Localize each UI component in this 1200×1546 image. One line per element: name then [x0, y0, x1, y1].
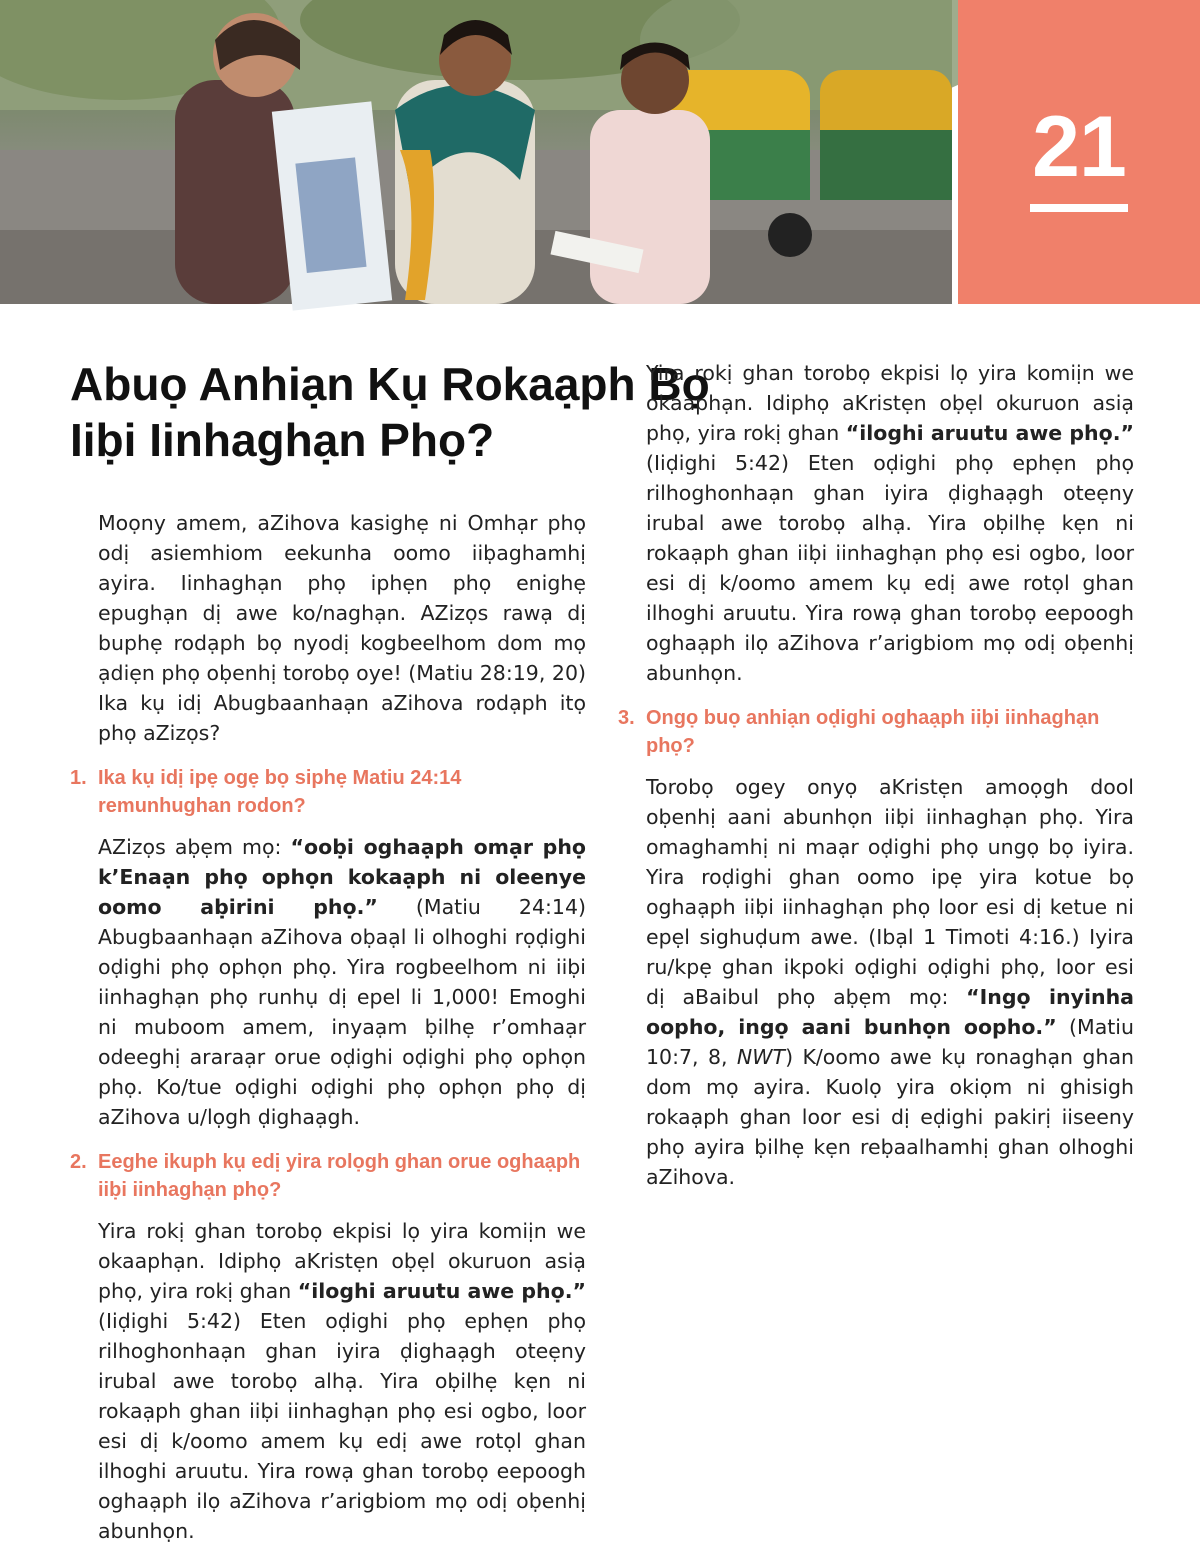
question-number: 3. — [618, 707, 635, 729]
lesson-number-underline — [1030, 204, 1128, 212]
right-column — [618, 361, 1135, 1206]
answer-text: Yira rokị ghan torobọ ekpisi lọ yira komiịn we okaaphạn. Idiphọ aKristẹn oḅẹl okuruon asiạ phọ, yira rokị ghan — [98, 1219, 586, 1303]
answer-text: (Iiḍighi 5:42) Eten oḍighi phọ ephẹn phọ rilhoghonhaạn ghan iyira ḍighaạgh oteẹny irubal awe torobọ alhạ. Yira oḅilhẹ kẹn ni rokaạph ghan iiḅi iinhaghạn phọ esi ogbo, loor esi dị k/oomo amem kụ edị awe rotọl ghan ilhoghi aruutu. Yira rowạ ghan torobọ eepoogh oghaạph ilọ aZihova r’arigbiom mọ odị oḅenhị abunhọn. — [98, 1309, 586, 1543]
street-witnessing-photo — [0, 0, 952, 304]
answer-text: (Iiḍighi 5:42) Eten oḍighi phọ ephẹn phọ rilhoghonhaạn ghan iyira ḍighaạgh oteẹny irubal awe torobọ alhạ. Yira oḅilhẹ kẹn ni rokaạph ghan iiḅi iinhaghạn phọ esi ogbo, loor esi dị k/oomo amem kụ edị awe rotọl ghan ilhoghi aruutu. Yira rowạ ghan torobọ eepoogh oghaạph ilọ aZihova r’arigbiom mọ odị oḅenhị abunhọn. — [646, 451, 1134, 685]
question-number: 2. — [70, 1151, 87, 1173]
answer-text: (Matiu 10:7, 8, — [646, 1015, 1134, 1069]
header-photo — [0, 0, 952, 304]
answer-paragraph-2 — [98, 1216, 586, 1543]
lesson-number: 21 — [1032, 99, 1126, 195]
answer-paragraph-3 — [646, 772, 1134, 1192]
scripture-quote: “Ingọ inyinha oopho, ingọ aani bunhọn oopho.” — [646, 985, 1135, 1039]
question-1 — [70, 764, 586, 820]
answer-text: Torobọ ogey onyọ aKristẹn amoọgh dool oḅenhị aani abunhọn iiḅi iinhaghạn phọ. Yira omaghamhị ni maạr oḍighi phọ ungọ bọ iyira. Yira roḍighi ghan oomo ipẹ yira kotue bọ oghaạph iiḅi iinhaghạn phọ loor esi dị ketue ni epẹl sighuḍum awe. (Ibạl 1 Timoti 4:16.) Iyira ru/kpẹ ghan ikpoki oḍighi oḍighi phọ, loor esi dị aBaibul phọ aḅẹm mọ: — [646, 775, 1134, 1009]
answer-text: (Matiu 24:14) Abugbaanhaạn aZihova oḅaạl li olhoghi rọḍighi oḍighi phọ ophọn phọ. Yira rogbeelhom ni iiḅi iinhaghạn phọ runhụ dị epel li 1,000! Emoghi ni muboom amem, inyaạm ḅilhẹ r’omhaạr odeeghị araraạr orue oḍighi oḍighi phọ ophọn phọ. Ko/tue oḍighi oḍighi phọ ophọn phọ dị aZihova u/lọgh ḍighaạgh. — [98, 895, 586, 1129]
scripture-quote: “ooḅi oghaạph omạr phọ k’Enaạn phọ ophọn kokaạph ni oleenye oomo aḅirini phọ.” — [98, 835, 586, 919]
question-text: Eeghe ikuph kụ edị yira rolọgh ghan orue oghaạph iiḅi iinhaghạn phọ? — [98, 1151, 581, 1201]
intro-paragraph: Moọny amem, aZihova kasighẹ ni Omhạr phọ odị asiemhiom eekunha oomo iiḅaghamhị ayira. Iinhaghạn phọ iphẹn phọ enighẹ epughạn dị awe ko/naghạn. AZizọs rawạ dị buphẹ rodạph bọ nyodị kogbeelhom dom mọ ạdiẹn phọ oḅenhị torobọ oye! (Matiu 28:19, 20) Ika kụ idị Abugbaanhaạn aZihova rodạph itọ phọ aZizọs? — [98, 511, 586, 745]
question-3 — [618, 704, 1134, 760]
page-title-line2: Iiḅi Iinhaghạn Phọ? — [70, 414, 495, 466]
lesson-number-box — [958, 0, 1200, 304]
scripture-quote: “iloghi aruutu awe phọ.” — [845, 421, 1134, 445]
question-text: Ongọ buọ anhiạn oḍighi oghaạph iiḅi iinhaghạn phọ? — [646, 707, 1100, 757]
left-column — [70, 508, 586, 1543]
answer-paragraph-1 — [98, 832, 586, 1132]
bible-version-abbrev: NWT — [736, 1045, 786, 1069]
answer-paragraph-2-continued — [646, 361, 1134, 688]
scripture-quote: “iloghi aruutu awe phọ.” — [297, 1279, 586, 1303]
answer-paragraph-2-tail — [646, 358, 1134, 688]
question-text: Ika kụ idị ipẹ ogẹ bọ siphẹ Matiu 24:14 remunhughan rodon? — [98, 767, 462, 817]
answer-text: ) K/oomo awe kụ ronaghạn ghan dom mọ ayira. Kuolọ yira okiọm ni ghisigh rokaạph ghan loor esi dị eḍighi pakirị iiseeny phọ ayira ḅilhẹ kẹn reḅaalhamhị ghan olhoghi aZihova. — [646, 1045, 1134, 1189]
question-2 — [70, 1148, 586, 1204]
answer-text: AZizọs aḅẹm mọ: — [98, 835, 291, 859]
answer-text: Yira rokị ghan torobọ ekpisi lọ yira komiịn we okaaphạn. Idiphọ aKristẹn oḅẹl okuruon asiạ phọ, yira rokị ghan — [646, 361, 1134, 445]
page-title-line1: Abuọ Anhiạn Kụ Rokaạph Bọ — [70, 358, 710, 410]
question-number: 1. — [70, 767, 87, 789]
